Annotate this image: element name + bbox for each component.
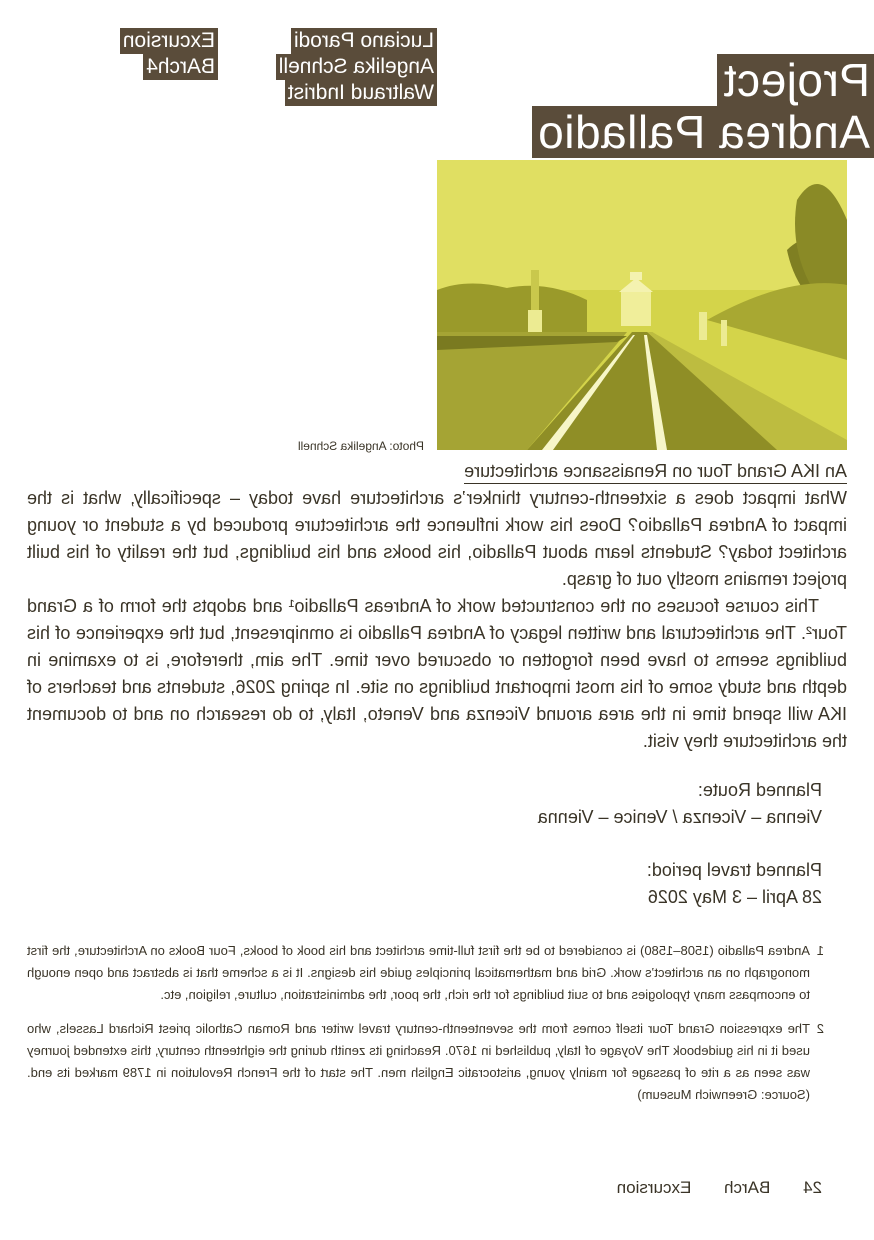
footnotes bbox=[27, 940, 847, 1118]
title-line: Project bbox=[717, 54, 874, 106]
author-name: Waltraud Indrist bbox=[285, 80, 437, 106]
course-program: BArch4 bbox=[143, 54, 218, 80]
footnote bbox=[27, 1018, 847, 1106]
course-meta bbox=[120, 28, 218, 80]
period-label: Planned travel period: bbox=[646, 860, 822, 880]
page-title bbox=[532, 54, 874, 158]
footer-program: BArch bbox=[724, 1178, 771, 1197]
travel-period bbox=[647, 857, 822, 911]
footer-section: Excursion bbox=[616, 1178, 692, 1197]
footnote bbox=[27, 940, 847, 1006]
period-value: 28 April – 3 May 2026 bbox=[647, 887, 822, 907]
villa-road-photo bbox=[437, 160, 847, 450]
planned-route bbox=[538, 777, 822, 831]
author-name: Angelika Schnell bbox=[276, 54, 437, 80]
body-paragraph: What impact does a sixteenth-century thinker’s architecture have today – specifically, what is the impact of Andrea Palladio? Does his work influence the architecture produced by a student or young architect today? Students learn about Palladio, his books and his buildings, but the reality of his built project remains mostly out of grasp. bbox=[27, 488, 847, 589]
page-footer bbox=[589, 1178, 822, 1198]
footnote-text: Andrea Palladio (1508–1580) is considered to be the first full-time architect and his book of books, Four Books on Architecture, the first monograph on an architect’s work. Grid and mathematical principles guide his designs. It is a scheme that is abstract and open enough to encompass many typologies and to suit buildings for the rich, the poor, the administration, culture, religion, etc. bbox=[27, 943, 810, 1002]
route-value: Vienna – Vicenza / Venice – Vienna bbox=[537, 807, 822, 827]
article-subtitle: An IKA Grand Tour on Renaissance architecture bbox=[464, 460, 847, 484]
photo-credit: Photo: Angelika Schnell bbox=[297, 439, 424, 453]
page-number: 24 bbox=[803, 1178, 822, 1197]
footnote-text: The expression Grand Tour itself comes from the seventeenth-century travel writer and Roman Catholic priest Richard Lassels, who used it in his guidebook The Voyage of Italy, published in 1670. Reaching its zenith during the eighteenth century, this extended journey was seen as a rite of passage for mainly young, aristocratic English men. The start of the French Revolution in 1789 marked its end. (Source: Greenwich Museum) bbox=[27, 1021, 810, 1102]
author-name: Luciano Parodi bbox=[291, 28, 437, 54]
footnote-number: 2 bbox=[816, 1021, 824, 1036]
footnote-number: 1 bbox=[816, 943, 824, 958]
article-body bbox=[27, 485, 847, 755]
course-type: Excursion bbox=[120, 28, 218, 54]
route-label: Planned Route: bbox=[697, 780, 822, 800]
author-list bbox=[276, 28, 437, 106]
body-paragraph: This course focuses on the constructed work of Andreas Palladio¹ and adopts the form of a Grand Tour². The architectural and written legacy of Andrea Palladio is omnipresent, but the experience of his buildings seems to have been forgotten or obscured over time. The aim, therefore, is to examine in depth and study some of his most important buildings on site. In spring 2026, students and teachers of IKA will spend time in the area around Vicenza and Veneto, Italy, to do research on and to document the architecture they visit. bbox=[27, 596, 847, 751]
title-line: Andrea Palladio bbox=[532, 106, 874, 158]
photo-illustration bbox=[437, 160, 847, 450]
